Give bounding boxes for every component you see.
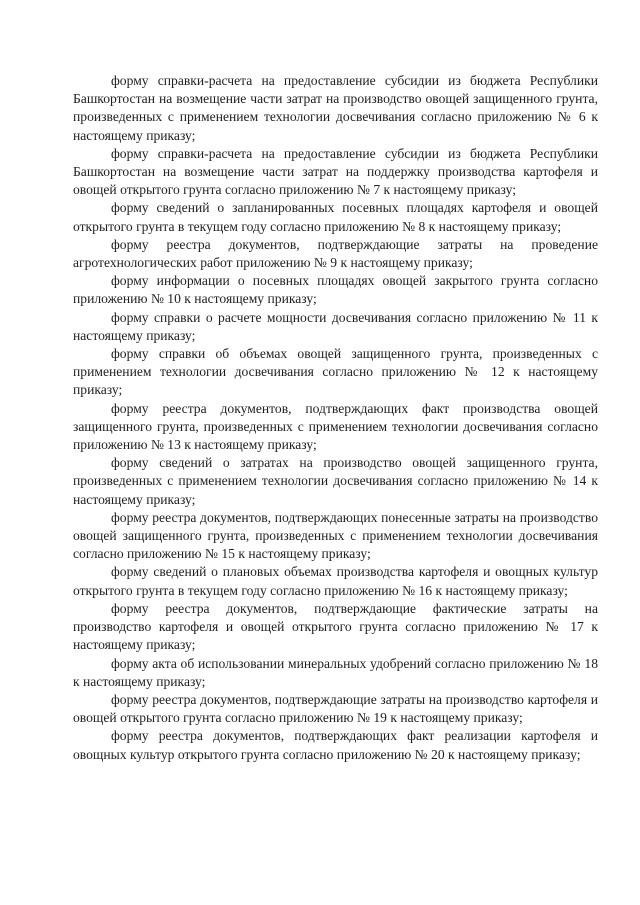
- paragraph-8: форму реестра документов, подтверждающих факт производства овощей защищенного грунта, произведенных с применением технологии досвечивания согласно приложению № 13 к настоящему приказу;: [73, 400, 598, 453]
- paragraph-9: форму сведений о затратах на производство овощей защищенного грунта, произведенных с применением технологии досвечивания согласно приложению № 14 к настоящему приказу;: [73, 455, 598, 507]
- paragraph-2: форму справки-расчета на предоставление субсидии из бюджета Республики Башкортостан на возмещение части затрат на поддержку производства картофеля и овощей открытого грунта согласно приложению № 7 к настоящему приказу;: [73, 145, 598, 198]
- paragraph-7: форму справки об объемах овощей защищенного грунта, произведенных с применением технологии досвечивания согласно приложению № 12 к настоящему приказу;: [73, 346, 598, 398]
- paragraph-10: форму реестра документов, подтверждающих понесенные затраты на производство овощей защищенного грунта, произведенных с применением технологии досвечивания согласно приложению № 15 к настоящему приказу;: [73, 509, 598, 562]
- paragraph-12: форму реестра документов, подтверждающие фактические затраты на производство картофеля и овощей открытого грунта согласно приложению № 17 к настоящему приказу;: [73, 600, 598, 653]
- paragraph-14: форму реестра документов, подтверждающие затраты на производство картофеля и овощей открытого грунта согласно приложению № 19 к настоящему приказу;: [73, 691, 598, 726]
- paragraph-13: форму акта об использовании минеральных удобрений согласно приложению № 18 к настоящему приказу;: [73, 655, 598, 689]
- paragraph-11: форму сведений о плановых объемах производства картофеля и овощных культур открытого грунта в текущем году согласно приложению № 16 к настоящему приказу;: [73, 564, 598, 598]
- document-body: [73, 72, 598, 764]
- paragraph-3: форму сведений о запланированных посевных площадях картофеля и овощей открытого грунта в текущем году согласно приложению № 8 к настоящему приказу;: [73, 200, 598, 234]
- paragraph-6: форму справки о расчете мощности досвечивания согласно приложению № 11 к настоящему приказу;: [73, 309, 598, 343]
- paragraph-1: форму справки-расчета на предоставление субсидии из бюджета Республики Башкортостан на возмещение части затрат на производство овощей защищенного грунта, произведенных с применением технологии досвечивания согласно приложению № 6 к настоящему приказу;: [73, 73, 598, 143]
- paragraph-5: форму информации о посевных площадях овощей закрытого грунта согласно приложению № 10 к настоящему приказу;: [73, 273, 598, 307]
- paragraph-15: форму реестра документов, подтверждающих факт реализации картофеля и овощных культур открытого грунта согласно приложению № 20 к настоящему приказу;: [73, 728, 598, 762]
- paragraph-4: форму реестра документов, подтверждающие затраты на проведение агротехнологических работ приложению № 9 к настоящему приказу;: [73, 236, 598, 271]
